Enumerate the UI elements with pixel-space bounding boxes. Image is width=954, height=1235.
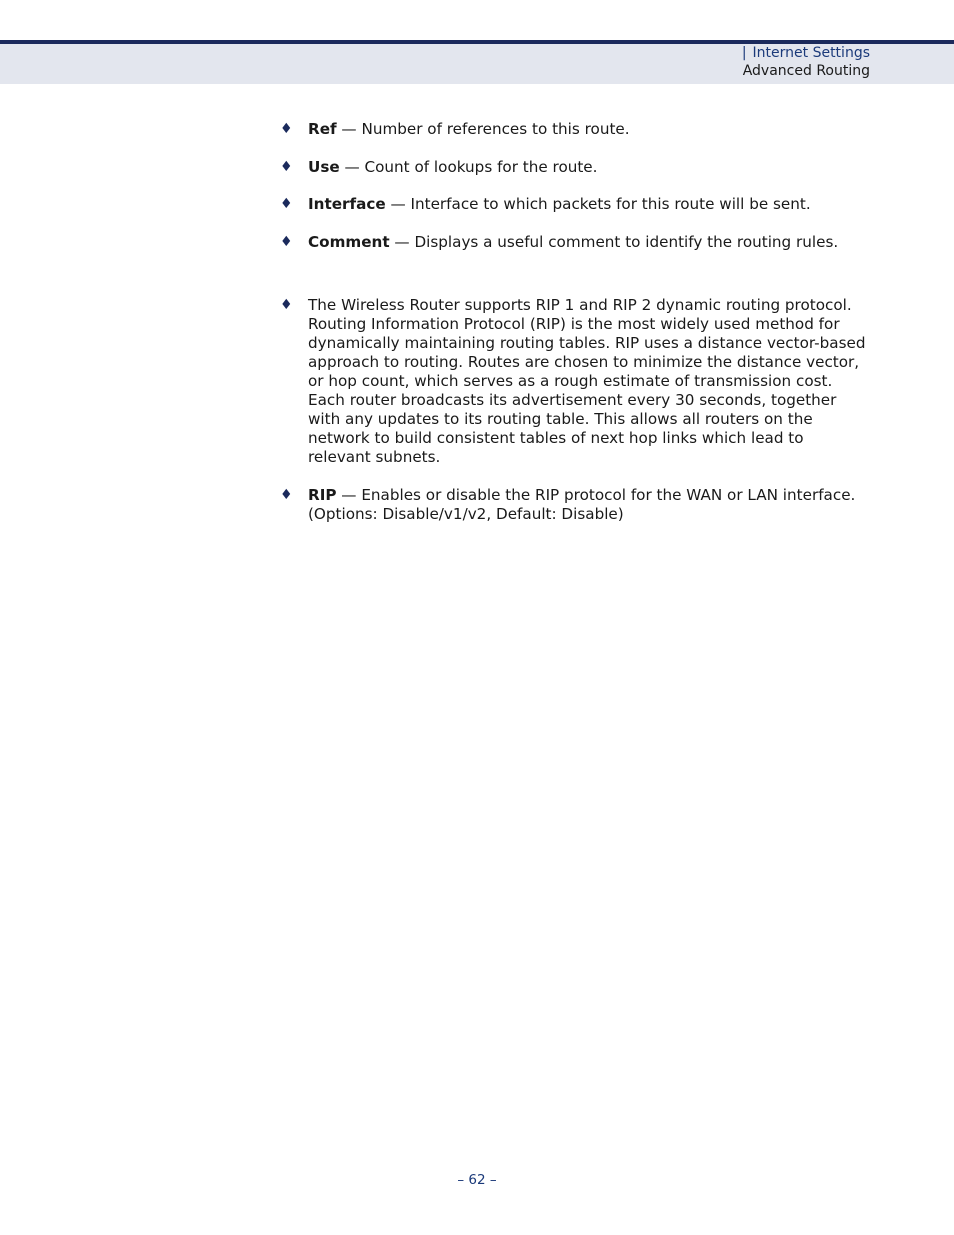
- header-section: Advanced Routing: [742, 63, 870, 79]
- page-number: – 62 –: [457, 1172, 497, 1188]
- diamond-bullet-icon: ♦: [280, 297, 293, 313]
- list-item-rip-overview: [280, 296, 870, 467]
- term-label: Comment: [308, 232, 390, 251]
- term-label: Interface: [308, 195, 386, 213]
- term-description: Count of lookups for the route.: [364, 157, 598, 176]
- diamond-bullet-icon: ♦: [280, 158, 293, 175]
- term-description: Enables or disable the RIP protocol for the WAN or LAN interface. (Options: Disable/v1/v2, Default: Disable): [308, 485, 856, 523]
- term-dash: —: [336, 120, 362, 138]
- list-item-text: [308, 158, 870, 177]
- term-label: RIP: [308, 485, 337, 504]
- list-item-interface: [280, 195, 870, 214]
- list-item-text: [308, 195, 870, 214]
- term-description: Number of references to this route.: [361, 120, 630, 138]
- list-item-text: [308, 486, 870, 524]
- list-item-use: [280, 158, 870, 177]
- term-description: Interface to which packets for this route will be sent.: [410, 195, 811, 213]
- term-dash: —: [389, 232, 415, 251]
- diamond-bullet-icon: ♦: [280, 196, 293, 212]
- term-description: Displays a useful comment to identify the routing rules.: [414, 232, 839, 251]
- list-item-rip: [280, 486, 870, 524]
- header-separator: |: [741, 45, 747, 61]
- diamond-bullet-icon: ♦: [280, 486, 293, 503]
- diamond-bullet-icon: ♦: [280, 233, 293, 250]
- header-chapter: Internet Settings: [752, 45, 870, 61]
- section-gap: [280, 270, 870, 296]
- term-dash: —: [339, 157, 365, 176]
- term-dash: —: [385, 195, 411, 213]
- diamond-bullet-icon: ♦: [280, 121, 293, 137]
- list-item-text: [308, 120, 870, 139]
- main-content: [280, 120, 870, 542]
- term-label: Ref: [308, 120, 337, 138]
- header-chapter-line: [742, 44, 870, 62]
- list-item-ref: [280, 120, 870, 139]
- list-item-text: [308, 233, 870, 252]
- list-item-comment: [280, 233, 870, 252]
- page-header: [742, 44, 870, 80]
- rip-overview-text: The Wireless Router supports RIP 1 and RIP 2 dynamic routing protocol. Routing Information Protocol (RIP) is the most widely used method for dynamically maintaining routing tables. RIP uses a distance vector-based approach to routing. Routes are chosen to minimize the distance vector, or hop count, which serves as a rough estimate of transmission cost. Each router broadcasts its advertisement every 30 seconds, together with any updates to its routing table. This allows all routers on the network to build consistent tables of next hop links which lead to relevant subnets.: [308, 296, 866, 466]
- term-dash: —: [336, 485, 362, 504]
- term-label: Use: [308, 157, 340, 176]
